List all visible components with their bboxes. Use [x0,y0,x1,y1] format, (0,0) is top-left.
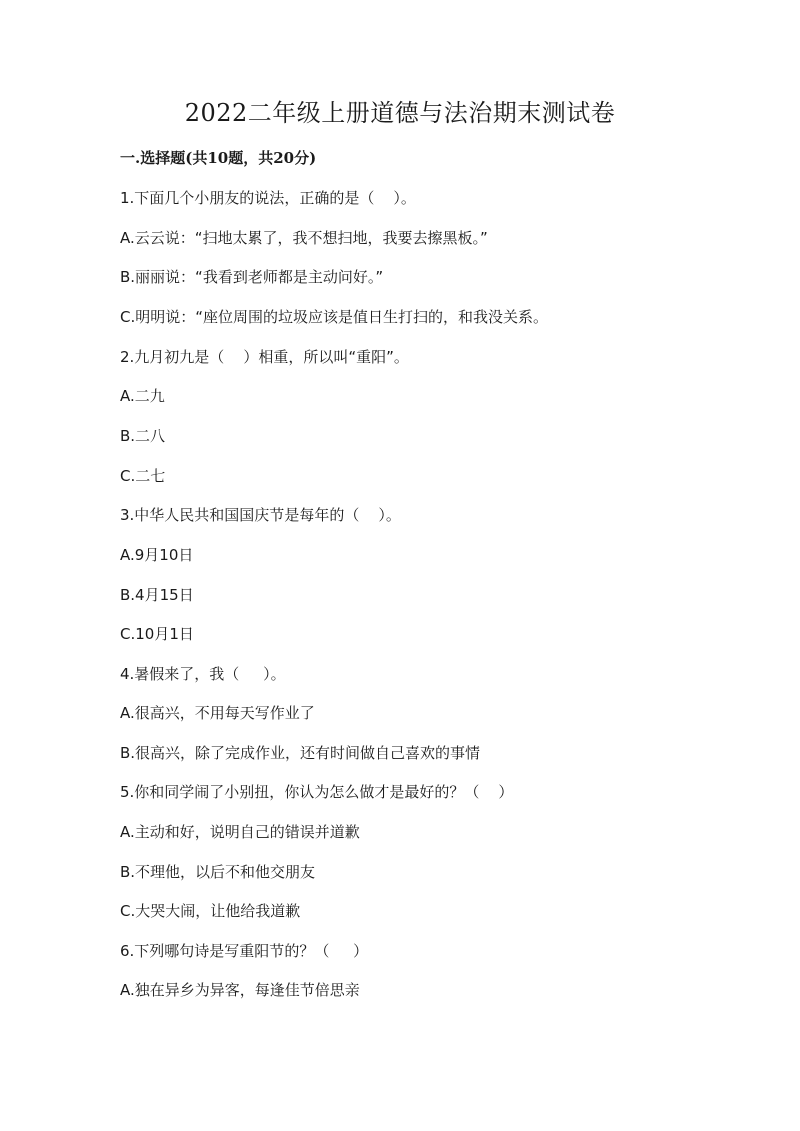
question-6-option-a: A.独在异乡为异客，每逢佳节倍思亲 [120,981,360,999]
question-2-stem: 2.九月初九是（ ）相重，所以叫“重阳”。 [120,348,409,366]
question-1-option-c: C.明明说：“座位周围的垃圾应该是值日生打扫的，和我没关系。 [120,308,549,326]
question-1-option-b: B.丽丽说：“我看到老师都是主动问好。” [120,268,384,286]
question-5-option-b: B.不理他，以后不和他交朋友 [120,863,316,881]
question-2-option-a: A.二九 [120,387,165,405]
question-4-stem: 4.暑假来了，我（ ）。 [120,665,286,683]
page-title: 2022二年级上册道德与法治期末测试卷 [184,99,616,127]
question-4-option-b: B.很高兴，除了完成作业，还有时间做自己喜欢的事情 [120,744,481,762]
question-6-stem: 6.下列哪句诗是写重阳节的？（ ） [120,942,369,960]
question-1-stem: 1.下面几个小朋友的说法，正确的是（ ）。 [120,189,416,207]
question-3-option-c: C.10月1日 [120,625,194,643]
question-1-option-a: A.云云说：“扫地太累了，我不想扫地，我要去擦黑板。” [120,229,488,247]
question-5-option-c: C.大哭大闹，让他给我道歉 [120,902,301,920]
question-3-option-a: A.9月10日 [120,546,194,564]
section-heading: 一.选择题(共10题，共20分) [120,149,317,167]
question-5-stem: 5.你和同学闹了小别扭，你认为怎么做才是最好的？（ ） [120,783,514,801]
question-5-option-a: A.主动和好，说明自己的错误并道歉 [120,823,360,841]
question-3-option-b: B.4月15日 [120,586,194,604]
question-2-option-b: B.二八 [120,427,166,445]
question-2-option-c: C.二七 [120,467,166,485]
question-4-option-a: A.很高兴，不用每天写作业了 [120,704,315,722]
question-3-stem: 3.中华人民共和国国庆节是每年的（ ）。 [120,506,401,524]
